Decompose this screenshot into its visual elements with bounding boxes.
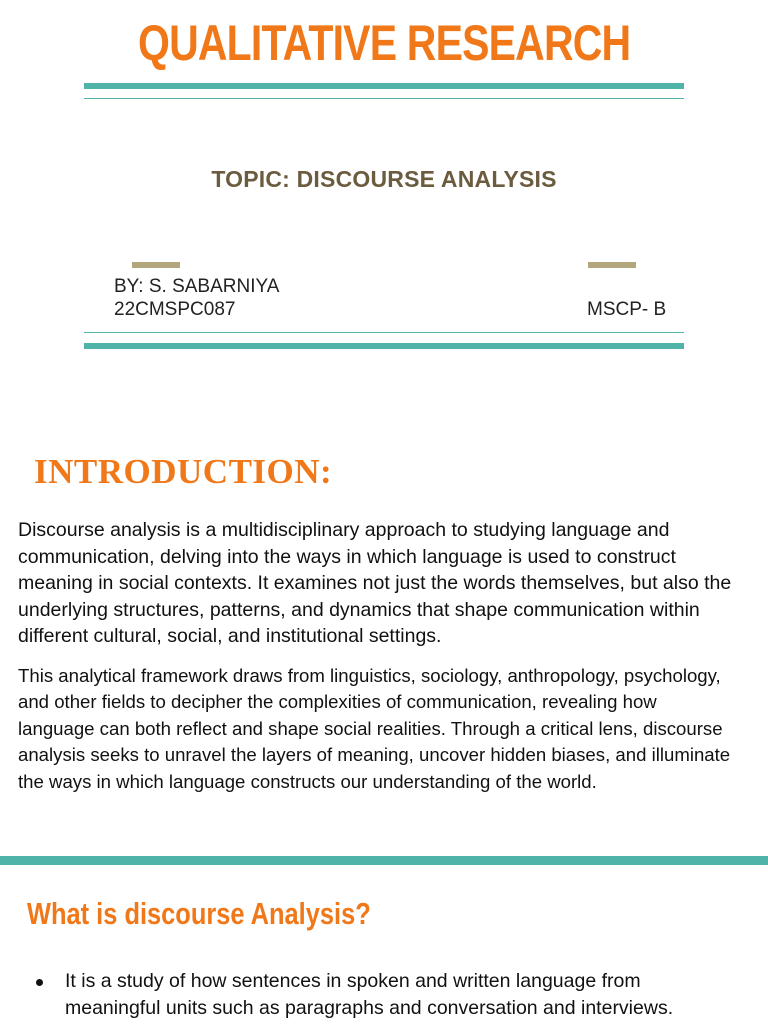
what-is-heading: What is discourse Analysis? (27, 896, 371, 931)
definition-list (32, 968, 732, 1022)
list-item (32, 968, 732, 1022)
author-id: 22CMSPC087 (114, 299, 236, 320)
list-item-text: It is a study of how sentences in spoken and written language from meaningful units such as paragraphs and conversation and interviews. (65, 970, 674, 1019)
class-label: MSCP- B (587, 299, 667, 320)
introduction-paragraph: This analytical framework draws from linguistics, sociology, anthropology, psychology, and other fields to decipher the complexities of communication, revealing how language can both reflect and shape social realities. Through a critical lens, discourse analysis seeks to unravel the layers of meaning, uncover hidden biases, and illuminate the ways in which language constructs our understanding of the world. (18, 665, 731, 792)
introduction-paragraph: Discourse analysis is a multidisciplinary approach to studying language and communication, delving into the ways in which language is used to construct meaning in social contexts. It examines not just the words themselves, but also the underlying structures, patterns, and dynamics that shape communication within different cultural, social, and institutional settings. (18, 519, 732, 647)
footer-rule-thick (84, 343, 684, 349)
introduction-heading: INTRODUCTION: (34, 452, 333, 491)
author-block (114, 275, 279, 321)
footer-rule-thin (84, 332, 684, 333)
author-accent-bar (132, 262, 180, 268)
section-divider (0, 856, 768, 865)
topic-heading: TOPIC: DISCOURSE ANALYSIS (211, 166, 557, 192)
document-title: QUALITATIVE RESEARCH (138, 15, 631, 71)
class-accent-bar (588, 262, 636, 268)
title-underline-thick (84, 83, 684, 89)
author-name: BY: S. SABARNIYA (114, 276, 280, 297)
title-underline-thin (84, 98, 684, 99)
bullet-icon (36, 979, 43, 986)
